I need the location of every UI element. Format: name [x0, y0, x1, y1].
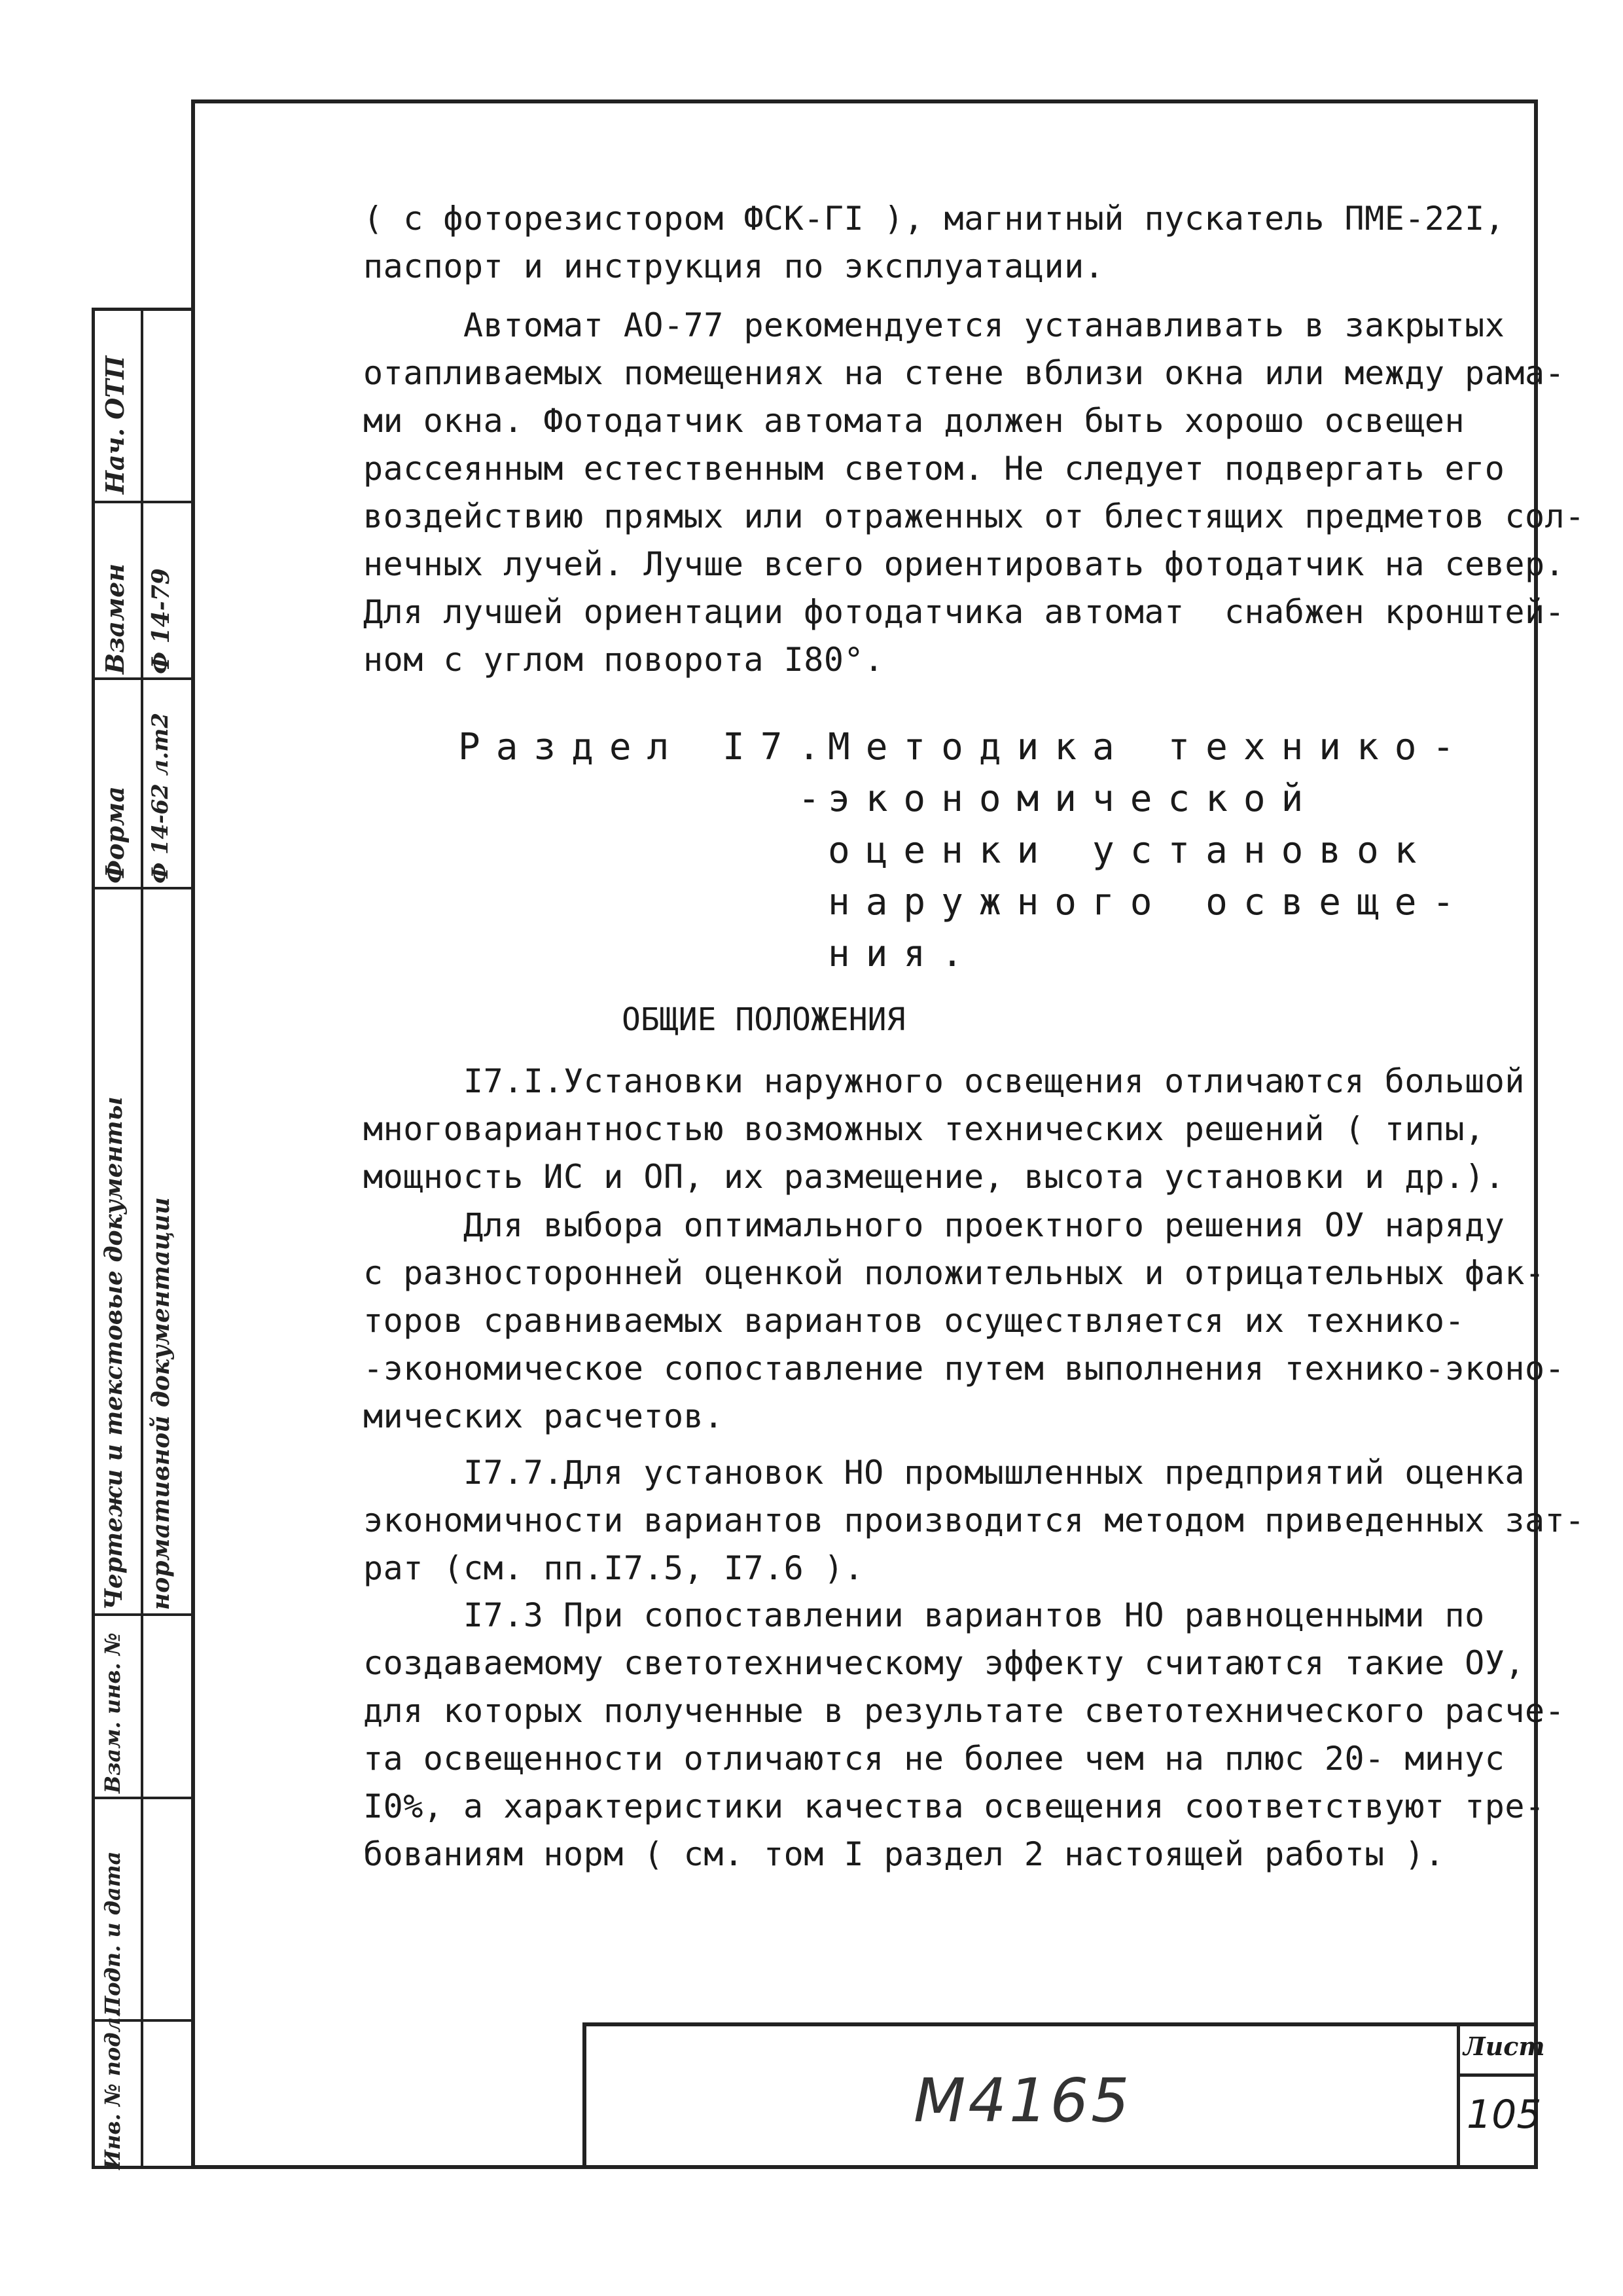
section-title: Методика технико- экономической оценки установок наружного освеще- ния. — [828, 726, 1471, 975]
stamp-row-divider — [95, 1797, 191, 1799]
paragraph-17-7: I7.7.Для установок НО промышленных предприятий оценка экономичности вариантов производится методом приведенных зат- рат (см. пп.I7.5, I7.6 ). — [363, 1454, 1585, 1587]
margin-stamp — [92, 308, 191, 2169]
paragraph-17-1: I7.I.Установки наружного освещения отличаются большой многовариантностью возможных технических решений ( типы, мощность ИС и ОП, их размещение, высота установки и др.). — [363, 1062, 1525, 1196]
stamp-vzamen-value: Ф 14-79 — [147, 568, 175, 674]
paragraph-installation: Автомат АО-77 рекомендуется устанавливать в закрытых отапливаемых помещениях на стене вблизи окна или между рама- ми окна. Фотодатчик автомата должен быть хорошо освещен рассеянным естественным светом. Не следует подвергать его воздействию прямых или отраженных от блестящих предметов сол- нечных лучей. Лучше всего ориентировать фотодатчик на север. Для лучшей ориентации фотодатчика автомат снабжен кронштей- ном с углом поворота I80°. — [363, 306, 1585, 679]
stamp-vzamen-label: Взамен — [100, 564, 130, 674]
sheet-label: Лист — [1463, 2032, 1545, 2061]
stamp-replace-inv: Взам. инв. № — [100, 1632, 125, 1793]
stamp-row-divider — [95, 677, 191, 680]
stamp-normative-title: нормативной документации — [147, 1197, 175, 1610]
document-number: М4165 — [914, 2066, 1132, 2136]
stamp-forma-label: Форма — [100, 786, 130, 884]
stamp-row-divider — [95, 887, 191, 889]
paragraph-optimal-solution: Для выбора оптимального проектного решения ОУ наряду с разносторонней оценкой положительных и отрицательных фак- торов сравниваемых вариантов осуществляется их технико- -экономическое сопоставление путем выполнения технико-эконо- мических расчетов. — [363, 1206, 1565, 1435]
stamp-row-divider — [95, 501, 191, 503]
title-block — [582, 2022, 1545, 2169]
paragraph-17-3: I7.3 При сопоставлении вариантов НО равноценными по создаваемому светотехническому эффекту считаются такие ОУ, для которых полученные в результате светотехнического расче- та освещенности отличаются не более чем на плюс 20- минус I0%, а характеристики качества освещения соответствуют тре- бованиям норм ( см. том I раздел 2 настоящей работы ). — [363, 1596, 1565, 1873]
stamp-drawings-title: Чертежи и текстовые документы — [100, 1096, 128, 1610]
stamp-nach-label: Нач. ОТП — [100, 355, 130, 494]
title-block-divider — [1457, 2026, 1460, 2169]
stamp-forma-value: Ф 14-62 л.т2 — [147, 712, 173, 884]
stamp-column-divider — [141, 311, 143, 2166]
sheet-number: 105 — [1467, 2092, 1542, 2138]
stamp-sign-date: Подп. и дата — [100, 1851, 125, 2016]
stamp-row-divider — [95, 1613, 191, 1616]
title-block-hline — [1457, 2073, 1538, 2077]
section-number: Раздел I7. - — [458, 726, 836, 820]
paragraph-equipment: ( с фоторезистором ФСК-ГI ), магнитный пускатель ПМЕ-22I, паспорт и инструкция по эксплуатации. — [363, 200, 1505, 285]
stamp-inv-orig: Инв. № подл. — [100, 2009, 125, 2170]
subsection-title: ОБЩИЕ ПОЛОЖЕНИЯ — [622, 1001, 906, 1038]
